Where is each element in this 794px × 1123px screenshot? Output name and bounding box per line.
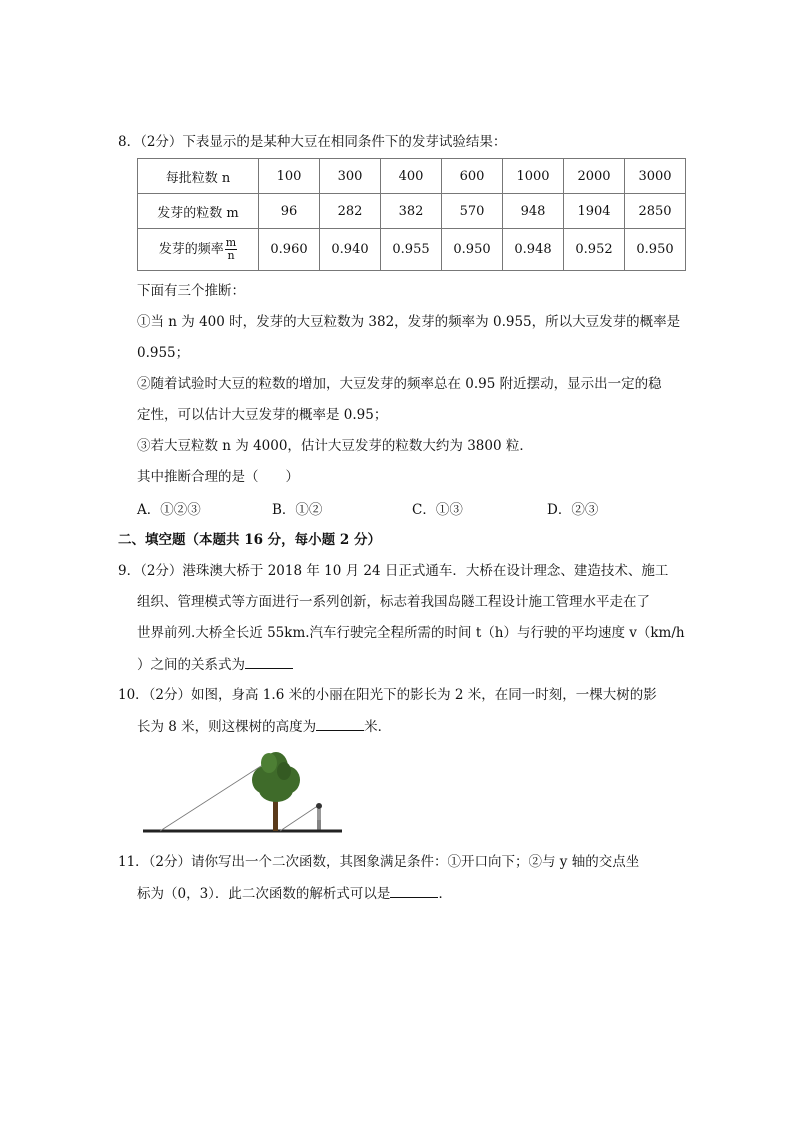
option-d: D．②③ [547,502,599,518]
answer-blank[interactable] [390,883,438,898]
q8-inference-1b: 0.955； [137,345,190,361]
answer-blank[interactable] [316,716,364,731]
cell: 570 [442,194,503,229]
sun-ray-person [280,805,319,831]
cell: 282 [320,194,381,229]
q8-inference-3: ③若大豆粒数 n 为 4000，估计大豆发芽的粒数大约为 3800 粒． [137,438,533,454]
q10-answer-prompt: 长为 8 米，则这棵树的高度为 [137,719,317,735]
q11-line-2 [137,883,452,904]
cell: 3000 [625,159,686,194]
section-title: 二、填空题（本题共 16 分，每小题 2 分） [118,532,381,548]
cell: 0.940 [320,229,381,271]
option-b: B．①② [272,502,323,518]
tree-shadow-figure [140,745,345,837]
cell: 96 [259,194,320,229]
freq-label: 发芽的频率 [158,242,224,257]
table-row [138,229,686,271]
cell: 2000 [564,159,625,194]
fraction-m-over-n [225,237,237,262]
cell: 1904 [564,194,625,229]
fraction-denominator: n [227,249,235,262]
cell: 0.950 [625,229,686,271]
cell: 300 [320,159,381,194]
table-row [138,159,686,194]
q10-line-1: 10．（2分）如图，身高 1.6 米的小丽在阳光下的影长为 2 米，在同一时刻，一棵大树的影 [118,687,657,703]
table-row [138,194,686,229]
q8-inference-2a: ②随着试验时大豆的粒数的增加，大豆发芽的频率总在 0.95 附近摆动，显示出一定的稳 [137,376,662,392]
q10-unit: 米． [364,719,392,735]
cell: 0.948 [503,229,564,271]
cell: 600 [442,159,503,194]
option-a: A．①②③ [137,502,201,518]
q8-question: 其中推断合理的是（ ） [137,469,299,485]
tree-icon [252,752,300,802]
row-label-n: 每批粒数 n [138,159,259,194]
cell: 2850 [625,194,686,229]
cell: 0.960 [259,229,320,271]
germination-table [137,158,686,271]
q9-line-1: 9．（2分）港珠澳大桥于 2018 年 10 月 24 日正式通车．大桥在设计理念、建造技术、施工 [118,563,669,579]
fraction-numerator: m [225,236,237,249]
cell: 948 [503,194,564,229]
cell: 400 [381,159,442,194]
row-label-m: 发芽的粒数 m [138,194,259,229]
q8-inference-1a: ①当 n 为 400 时，发芽的大豆粒数为 382，发芽的频率为 0.955，所以大豆发芽的概率是 [137,314,681,330]
q8-stem: 8．（2分）下表显示的是某种大豆在相同条件下的发芽试验结果： [118,134,507,150]
cell: 1000 [503,159,564,194]
q9-line-4 [137,654,293,675]
q8-intro: 下面有三个推断： [137,283,245,299]
q11-end: ． [438,886,452,902]
cell: 0.952 [564,229,625,271]
answer-blank[interactable] [245,654,293,669]
q11-answer-prompt: 标为（0，3）．此二次函数的解析式可以是 [137,886,391,902]
q9-line-3: 世界前列.大桥全长近 55km.汽车行驶完全程所需的时间 t（h）与行驶的平均速度 v（km/h [137,625,685,641]
cell: 0.955 [381,229,442,271]
q9-answer-prompt: ）之间的关系式为 [137,657,245,673]
q10-line-2 [137,716,391,737]
q8-inference-2b: 定性，可以估计大豆发芽的概率是 0.95； [137,407,388,423]
cell: 0.950 [442,229,503,271]
cell: 382 [381,194,442,229]
q11-line-1: 11．（2分）请你写出一个二次函数，其图象满足条件：①开口向下；②与 y 轴的交点坐 [118,854,640,870]
sun-ray-tree [160,757,275,831]
q9-line-2: 组织、管理模式等方面进行一系列创新，标志着我国岛隧工程设计施工管理水平走在了 [137,594,650,610]
row-label-freq [138,229,259,271]
option-c: C．①③ [412,502,463,518]
person-icon [316,803,322,830]
cell: 100 [259,159,320,194]
